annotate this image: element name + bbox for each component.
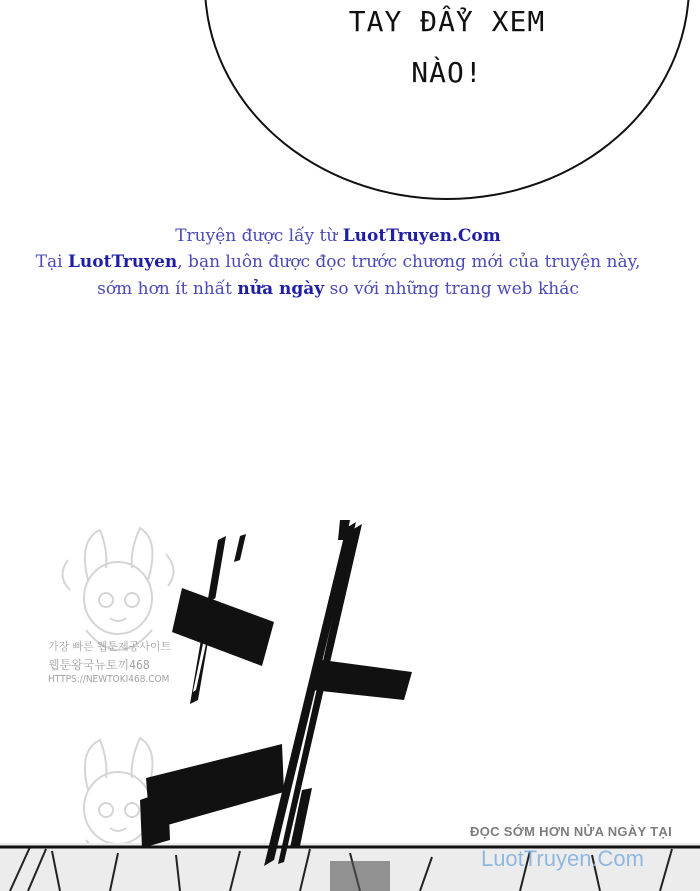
watermark-text-3: HTTPS://NEWTOKI468.COM: [48, 674, 170, 685]
bubble-text-line-2: NÀO!: [411, 56, 483, 89]
credit-site-link[interactable]: LuotTruyen.Com: [342, 226, 501, 246]
watermark-text-1: 가장 빠른 웹툰제공사이트: [48, 640, 172, 653]
footer-site-link[interactable]: LuotTruyen.Com: [480, 846, 644, 871]
credit-line-1-prefix: Truyện được lấy từ: [175, 226, 343, 246]
credit-site-name[interactable]: LuotTruyen: [67, 252, 178, 272]
footer-promo-text: ĐỌC SỚM HƠN NỬA NGÀY TẠI: [470, 824, 672, 839]
credit-line-2-prefix: Tại: [35, 252, 68, 272]
credit-line-3-prefix: sớm hơn ít nhất: [97, 279, 238, 299]
bubble-text-line-1: TAY ĐẨY XEM: [348, 5, 546, 38]
credit-line-2-suffix: , bạn luôn được đọc trước chương mới của truyện này,: [177, 252, 641, 272]
watermark-text-2: 웹툰왕국뉴토끼468: [48, 658, 150, 672]
credit-emphasis: nửa ngày: [237, 279, 325, 299]
credit-line-3-suffix: so với những trang web khác: [324, 279, 579, 299]
